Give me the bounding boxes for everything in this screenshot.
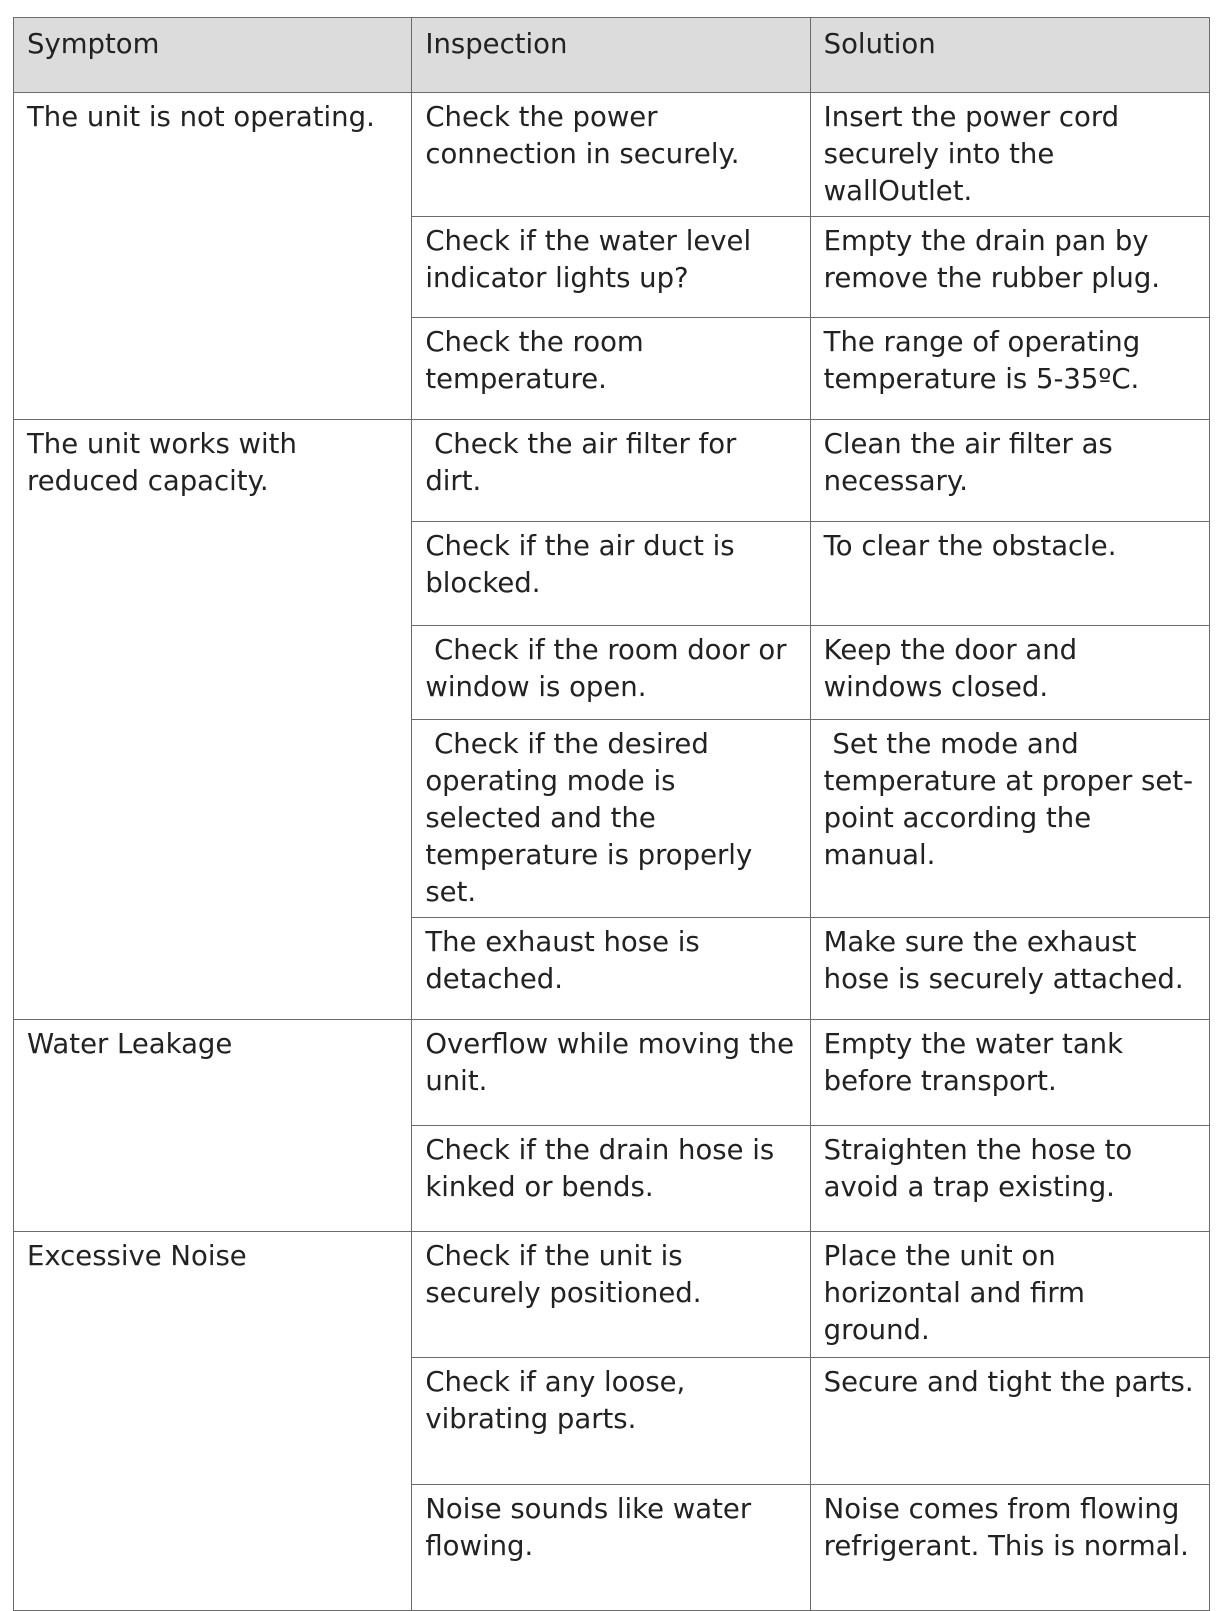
header-solution: Solution <box>810 18 1209 93</box>
inspection-cell: Check the air filter for dirt. <box>412 420 810 522</box>
troubleshooting-table <box>13 17 1210 1611</box>
inspection-cell: Check if the water level indicator lights up? <box>412 217 810 318</box>
solution-cell: To clear the obstacle. <box>810 522 1209 626</box>
inspection-cell: Check if the unit is securely positioned. <box>412 1232 810 1358</box>
solution-cell: Straighten the hose to avoid a trap existing. <box>810 1126 1209 1232</box>
solution-cell: Place the unit on horizontal and firm ground. <box>810 1232 1209 1358</box>
inspection-cell: Check if the room door or window is open. <box>412 626 810 720</box>
solution-cell: Insert the power cord securely into the wallOutlet. <box>810 93 1209 217</box>
inspection-cell: Overflow while moving the unit. <box>412 1020 810 1126</box>
header-inspection: Inspection <box>412 18 810 93</box>
inspection-cell: The exhaust hose is detached. <box>412 918 810 1020</box>
table-row <box>14 1232 1210 1358</box>
symptom-cell: Water Leakage <box>14 1020 412 1232</box>
inspection-cell: Noise sounds like water flowing. <box>412 1485 810 1611</box>
inspection-cell: Check the room temperature. <box>412 318 810 420</box>
inspection-cell: Check the power connection in securely. <box>412 93 810 217</box>
solution-cell: The range of operating temperature is 5-35ºC. <box>810 318 1209 420</box>
table-row <box>14 93 1210 217</box>
solution-cell: Empty the water tank before transport. <box>810 1020 1209 1126</box>
solution-cell: Secure and tight the parts. <box>810 1358 1209 1485</box>
table-header-row <box>14 18 1210 93</box>
table-row <box>14 1020 1210 1126</box>
symptom-cell: The unit works with reduced capacity. <box>14 420 412 1020</box>
symptom-cell: The unit is not operating. <box>14 93 412 420</box>
solution-cell: Make sure the exhaust hose is securely attached. <box>810 918 1209 1020</box>
header-symptom: Symptom <box>14 18 412 93</box>
symptom-cell: Excessive Noise <box>14 1232 412 1611</box>
table-row <box>14 420 1210 522</box>
inspection-cell: Check if the desired operating mode is selected and the temperature is properly set. <box>412 720 810 918</box>
solution-cell: Noise comes from flowing refrigerant. This is normal. <box>810 1485 1209 1611</box>
solution-cell: Set the mode and temperature at proper set-point according the manual. <box>810 720 1209 918</box>
solution-cell: Clean the air filter as necessary. <box>810 420 1209 522</box>
inspection-cell: Check if the drain hose is kinked or bends. <box>412 1126 810 1232</box>
inspection-cell: Check if the air duct is blocked. <box>412 522 810 626</box>
solution-cell: Keep the door and windows closed. <box>810 626 1209 720</box>
solution-cell: Empty the drain pan by remove the rubber plug. <box>810 217 1209 318</box>
table-body <box>14 93 1210 1611</box>
inspection-cell: Check if any loose, vibrating parts. <box>412 1358 810 1485</box>
